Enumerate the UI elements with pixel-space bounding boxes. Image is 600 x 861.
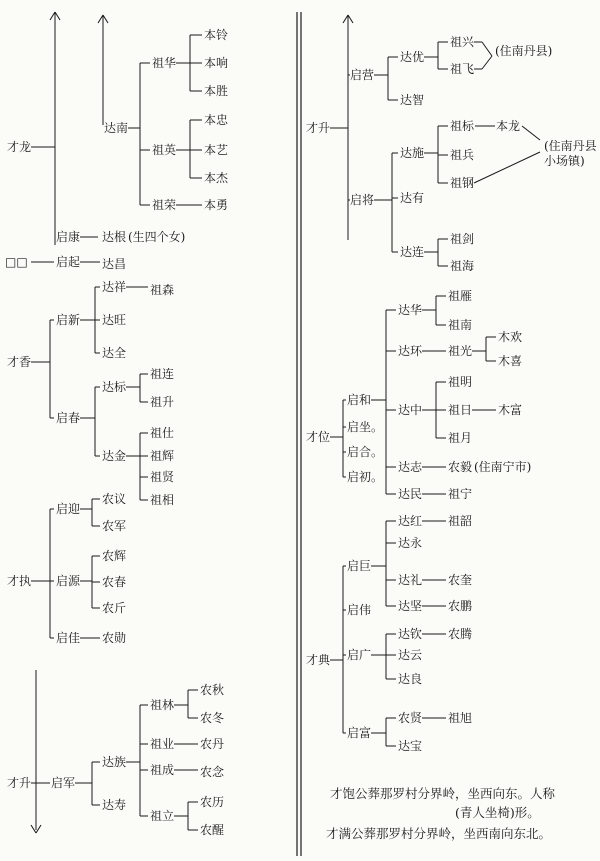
member-name: 达志 (398, 460, 423, 474)
member-name: 农军 (102, 519, 127, 533)
connector-line (482, 42, 492, 56)
connector-line (474, 152, 540, 183)
member-name: 木喜 (498, 354, 523, 368)
son-name: 启迎 (56, 502, 81, 516)
member-name: 达连 (400, 245, 425, 259)
son-name: 启初。 (347, 470, 384, 484)
connector-line (50, 12, 55, 20)
grandson-name: 达昌 (102, 257, 127, 271)
member-name: 达族 (102, 755, 127, 769)
member-name: 祖月 (448, 431, 473, 445)
member-name: 农丹 (200, 737, 225, 751)
son-name: 启巨 (347, 559, 372, 573)
residence-note-xing: (住南丹县) (495, 44, 553, 58)
member-name: 本杰 (204, 171, 229, 185)
member-name: 木富 (498, 403, 523, 417)
member-name: 达祥 (102, 280, 127, 294)
member-name: 农斤 (102, 601, 127, 615)
son-name: 启广 (347, 648, 372, 662)
member-name: 祖荣 (152, 198, 177, 212)
son-name: 启富 (347, 726, 372, 740)
member-name: 祖钢 (450, 176, 475, 190)
son-name: 启佳 (56, 631, 81, 645)
son-name: 启坐。 (347, 420, 384, 434)
member-name: 达华 (398, 303, 423, 317)
connector-line (55, 12, 60, 20)
member-name: 祖日 (448, 403, 473, 417)
member-name: 祖宁 (448, 487, 473, 501)
member-name: 祖雁 (448, 289, 473, 303)
member-name: 农鹏 (448, 599, 473, 613)
member-name: 农冬 (200, 711, 225, 725)
member-name: 祖韶 (448, 514, 473, 528)
member-name: 农奎 (448, 573, 473, 587)
connector-line (103, 15, 108, 23)
member-name: 祖兴 (450, 35, 475, 49)
connector-line (343, 15, 348, 23)
son-name: 启新 (56, 313, 81, 327)
member-name: 达有 (400, 191, 425, 205)
member-name: 农醒 (200, 823, 225, 837)
connector-line (348, 15, 353, 23)
member-name: 达全 (102, 346, 127, 360)
member-name: 农春 (102, 575, 127, 589)
son-name: 启起 (56, 255, 81, 269)
member-name: 祖标 (450, 119, 475, 133)
ancestor-name: 才位 (306, 430, 331, 444)
member-name: 本忠 (204, 113, 229, 127)
ancestor-name: 才执 (7, 574, 32, 588)
member-name: 祖森 (150, 283, 175, 297)
member-name: 祖辉 (150, 449, 175, 463)
member-name: 达中 (398, 403, 423, 417)
residence-note-biao-2: 小场镇) (544, 154, 585, 168)
son-name: 启和 (347, 393, 372, 407)
member-name: 祖海 (450, 259, 475, 273)
son-name: 启伟 (347, 603, 372, 617)
member-name: 祖连 (150, 367, 175, 381)
grandson-name: 达南 (104, 121, 129, 135)
member-note: (生四个女) (128, 230, 186, 244)
connector-line (31, 825, 36, 833)
member-name: 本响 (204, 56, 229, 70)
ancestor-name: 才香 (7, 355, 32, 369)
member-name: 祖华 (152, 56, 177, 70)
member-name: 达寿 (102, 798, 127, 812)
member-name: 本铃 (204, 28, 229, 42)
ancestor-name: 才升 (7, 776, 32, 790)
member-name: 祖林 (150, 698, 175, 712)
member-name: 达施 (400, 146, 425, 160)
member-note: (住南宁市) (474, 460, 532, 474)
member-name: 达民 (398, 487, 423, 501)
member-name: 祖兵 (450, 148, 475, 162)
ancestor-name: □□ (5, 255, 28, 269)
son-name: 启将 (350, 193, 375, 207)
member-name: 祖飞 (450, 62, 475, 76)
burial-note-line3: 才满公葬那罗村分界岭，坐西南向东北。 (326, 826, 552, 841)
member-name: 农辉 (102, 549, 127, 563)
member-name: 农议 (102, 492, 127, 506)
member-name: 农毅 (448, 460, 473, 474)
member-name: 本艺 (204, 143, 229, 157)
member-name: 达旺 (102, 313, 127, 327)
son-name: 启源 (56, 574, 81, 588)
member-name: 达优 (400, 50, 425, 64)
member-name: 达永 (398, 536, 423, 550)
member-name: 农贤 (398, 711, 423, 725)
member-name: 本胜 (204, 84, 229, 98)
connector-line (36, 825, 41, 833)
son-name: 启春 (56, 411, 81, 425)
member-name: 农腾 (448, 627, 473, 641)
member-name: 达环 (398, 344, 423, 358)
member-name: 祖贤 (150, 470, 175, 484)
residence-note-biao-1: (住南丹县 (544, 139, 597, 153)
member-name: 达礼 (398, 573, 423, 587)
member-name: 达金 (102, 449, 127, 463)
member-name: 祖旭 (448, 711, 473, 725)
connector-line (98, 15, 103, 23)
member-name: 农念 (200, 765, 225, 779)
member-name: 达良 (398, 672, 423, 686)
ancestor-name: 才升 (306, 121, 331, 135)
member-name: 祖剑 (450, 232, 475, 246)
member-name: 达标 (102, 380, 127, 394)
member-name: 祖立 (150, 809, 175, 823)
member-name: 祖南 (448, 318, 473, 332)
member-name: 本勇 (204, 198, 229, 212)
son-name: 启营 (350, 68, 375, 82)
son-name: 启康 (56, 230, 81, 244)
connector-line (522, 126, 540, 140)
member-name: 农历 (200, 795, 225, 809)
member-name: 祖相 (150, 493, 175, 507)
member-name: 木欢 (498, 330, 523, 344)
ancestor-name: 才典 (306, 653, 331, 667)
member-name: 祖成 (150, 763, 175, 777)
ancestor-name: 才龙 (7, 140, 32, 154)
member-name: 达云 (398, 648, 423, 662)
member-name: 祖仕 (150, 426, 175, 440)
son-name: 启合。 (347, 445, 384, 459)
member-name: 本龙 (496, 119, 521, 133)
connector-line (482, 56, 492, 69)
burial-note-line1: 才饱公葬那罗村分界岭，坐西向东。人称 (330, 786, 556, 801)
burial-note-line2: (青人坐椅)形。 (455, 805, 540, 820)
member-name: 达红 (398, 514, 423, 528)
member-name: 祖升 (150, 395, 175, 409)
member-name: 达宝 (398, 739, 423, 753)
member-name: 祖光 (448, 344, 473, 358)
member-name: 达坚 (398, 599, 423, 613)
member-name: 农勋 (102, 631, 127, 645)
member-name: 祖业 (150, 737, 175, 751)
member-name: 达钦 (398, 627, 423, 641)
son-name: 启军 (51, 776, 76, 790)
member-name: 达智 (400, 93, 425, 107)
member-name: 农秋 (200, 683, 225, 697)
member-name: 祖明 (448, 375, 473, 389)
grandson-name: 达根 (102, 230, 127, 244)
member-name: 祖英 (152, 143, 177, 157)
